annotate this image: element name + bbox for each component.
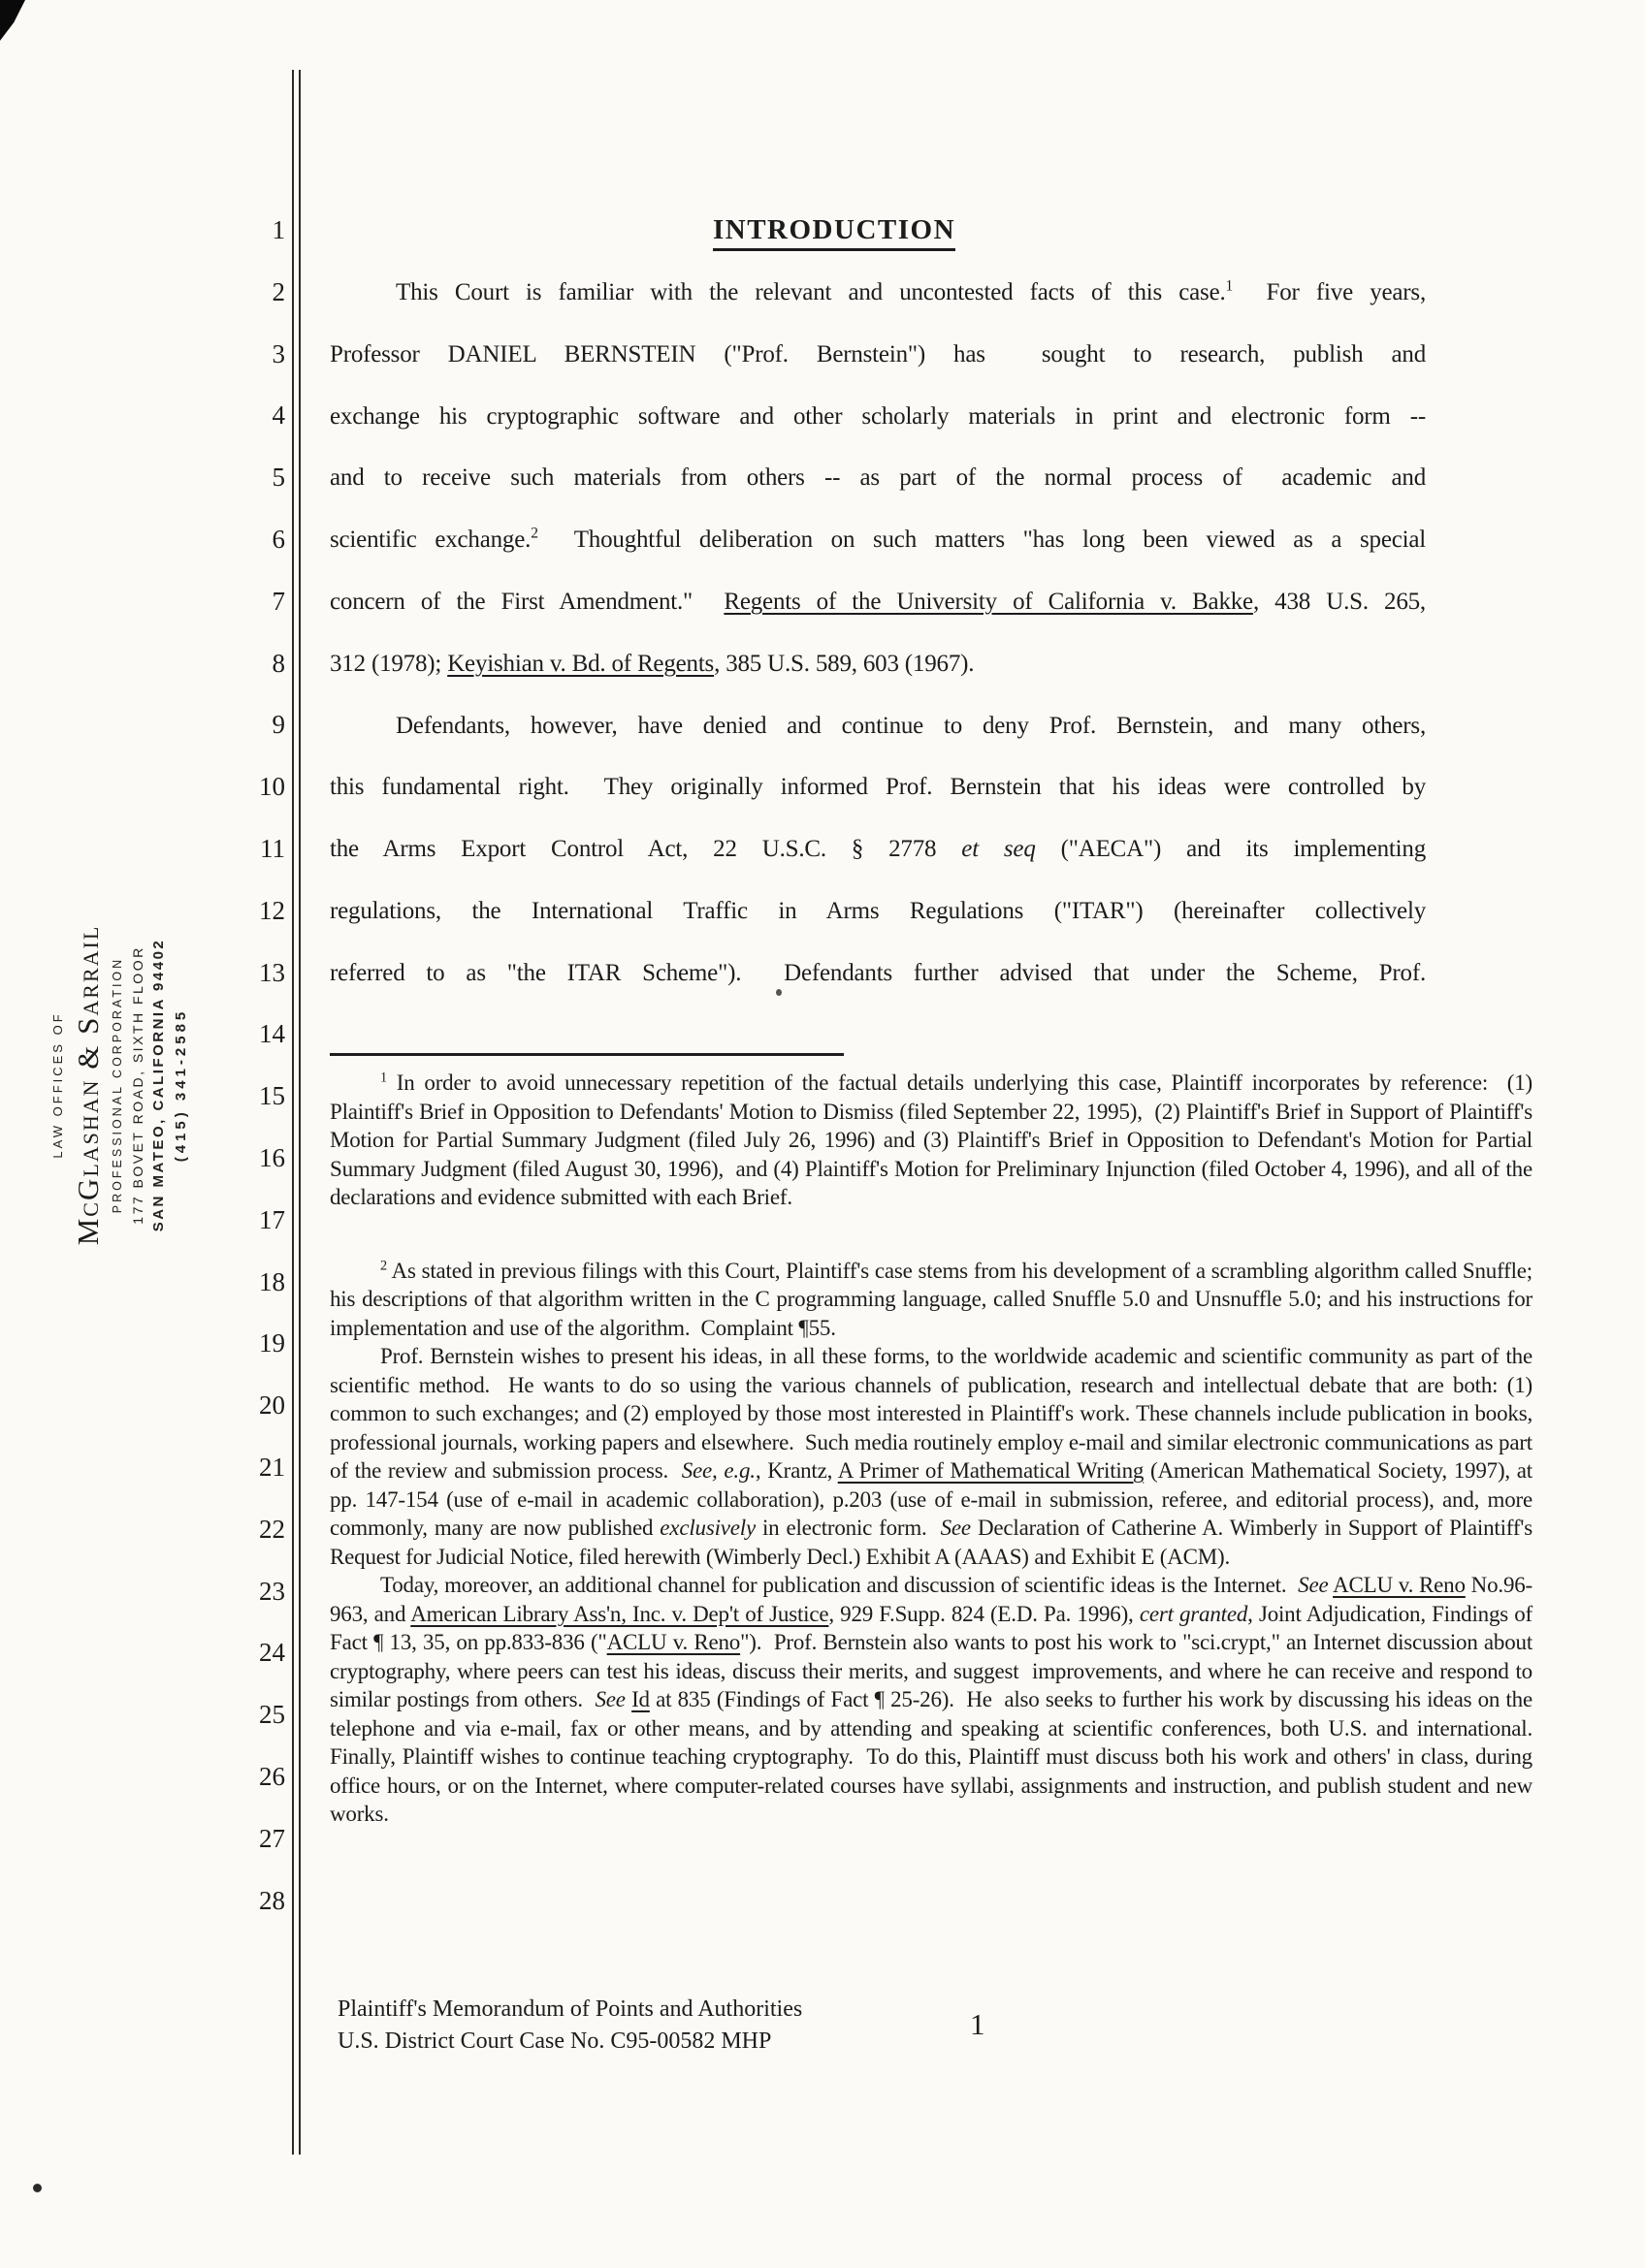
text-run: , 929 F.Supp. 824 (E.D. Pa. 1996), xyxy=(828,1601,1140,1626)
footnote-marker: 2 xyxy=(531,525,538,542)
line-number: 9 xyxy=(272,710,285,740)
line-number: 17 xyxy=(259,1204,285,1234)
letterhead-street-address: 177 BOVET ROAD, SIXTH FLOOR xyxy=(130,945,145,1225)
margin-rule-left xyxy=(292,70,294,2155)
text-run: "). Prof. Bernstein also wants to post his work to "sci.crypt," an Internet discussion about cryptography, where peers can test his ideas, discuss their merits, and suggest improvements, and where he can receive and respond to similar postings from others. xyxy=(330,1630,1538,1711)
text-run: , Krantz, xyxy=(755,1458,838,1483)
footnote-marker: 1 xyxy=(380,1070,387,1086)
case-citation: A Primer of Mathematical Writing xyxy=(837,1458,1145,1483)
footnote-paragraph xyxy=(330,1257,1538,1343)
line-number: 11 xyxy=(260,833,285,863)
text-run: Thoughtful deliberation on such matters "has long been viewed as a special xyxy=(537,527,1426,554)
line-number: 27 xyxy=(259,1823,285,1853)
body-line xyxy=(330,386,1426,448)
text-run: this fundamental right. They originally informed Prof. Bernstein that his ideas were controlled by xyxy=(330,774,1426,801)
footnote xyxy=(330,1257,1544,1829)
line-number: 23 xyxy=(259,1576,285,1606)
footnote-separator xyxy=(330,1053,844,1056)
text-run: concern of the First Amendment." xyxy=(330,588,725,615)
footnote-marker: 2 xyxy=(380,1257,387,1273)
footnote-paragraph xyxy=(330,1571,1544,1829)
line-number: 4 xyxy=(272,400,285,431)
body-line xyxy=(330,942,1426,1005)
text-run: (American Mathematical Society, 1997), at pp. 147-154 (use of e-mail in academic collaboration), p.203 (use of e-mail in submission, referee, and editorial process), and, more commonly, many are now published xyxy=(330,1458,1538,1540)
body-line xyxy=(330,818,1426,880)
line-number: 24 xyxy=(259,1638,285,1668)
body-line xyxy=(330,571,1426,633)
text-run: referred to as "the ITAR Scheme"). Defendants further advised that under the Scheme, Prof. xyxy=(330,959,1426,986)
line-number: 12 xyxy=(259,895,285,925)
letterhead-firm-name: McGlashan & Sarrail xyxy=(71,924,105,1246)
text-run: et seq xyxy=(961,836,1036,863)
section-heading: INTRODUCTION xyxy=(713,214,955,251)
body-line xyxy=(330,880,1426,942)
footnote-paragraph xyxy=(330,1342,1538,1571)
text-run: No.96-963, and xyxy=(330,1573,1533,1626)
line-number: 7 xyxy=(272,586,285,616)
law-office-letterhead xyxy=(50,861,198,1309)
line-number: 5 xyxy=(272,463,285,493)
case-citation: American Library Ass'n, Inc. v. Dep't of Justice xyxy=(410,1601,829,1626)
line-number: 8 xyxy=(272,648,285,678)
letterhead-professional-corporation: PROFESSIONAL CORPORATION xyxy=(111,956,124,1214)
line-number: 10 xyxy=(259,772,285,802)
line-number: 19 xyxy=(259,1328,285,1358)
text-run: See xyxy=(940,1516,971,1540)
scan-artifact-corner-mark xyxy=(0,0,25,41)
case-citation: Regents of the University of California v. Bakke xyxy=(724,588,1253,615)
case-citation: ACLU v. Reno xyxy=(1333,1573,1466,1597)
letterhead-city-state-zip: SAN MATEO, CALIFORNIA 94402 xyxy=(150,938,167,1232)
text-run: the Arms Export Control Act, 22 U.S.C. § 2778 xyxy=(330,836,962,863)
text-run: exchange his cryptographic software and other scholarly materials in print and electronic form -- xyxy=(330,402,1426,430)
page-number: 1 xyxy=(970,2007,985,2041)
footer-case-number: U.S. District Court Case No. C95-00582 MHP xyxy=(338,2028,772,2054)
letterhead-law-offices-of: LAW OFFICES OF xyxy=(50,1011,65,1159)
case-citation: Keyishian v. Bd. of Regents xyxy=(447,650,715,677)
body-line xyxy=(330,447,1426,509)
line-number: 15 xyxy=(259,1081,285,1111)
line-number: 21 xyxy=(259,1452,285,1482)
text-run: exclusively xyxy=(660,1516,756,1540)
text-run: Defendants, however, have denied and continue to deny Prof. Bernstein, and many others, xyxy=(396,712,1426,739)
line-number: 1 xyxy=(272,215,285,244)
text-run: in electronic form. xyxy=(755,1516,941,1540)
line-number: 18 xyxy=(259,1266,285,1296)
case-citation: ACLU v. Reno xyxy=(606,1630,741,1654)
section-heading-row xyxy=(330,200,1426,262)
margin-rule-right xyxy=(299,70,301,2155)
body-line xyxy=(330,695,1426,757)
text-run: See, e.g. xyxy=(681,1458,756,1483)
line-number: 25 xyxy=(259,1700,285,1730)
line-number: 3 xyxy=(272,338,285,368)
body-line xyxy=(330,756,1426,818)
text-run: , Joint Adjudication, Findings of Fact ¶ 13, 35, on pp.833-836 (" xyxy=(330,1601,1538,1654)
line-number: 26 xyxy=(259,1761,285,1791)
text-run: Today, moreover, an additional channel for publication and discussion of scientific ideas is the Internet. xyxy=(380,1573,1299,1597)
text-run: Professor DANIEL BERNSTEIN ("Prof. Bernstein") has sought to research, publish and xyxy=(330,340,1426,367)
text-run: For five years, xyxy=(1233,279,1426,305)
text-run: Declaration of Catherine A. Wimberly in Support of Plaintiff's Request for Judicial Notice, filed herewith (Wimberly Decl.) Exhibit A (AAAS) and Exhibit E (ACM). xyxy=(330,1516,1538,1569)
line-number: 14 xyxy=(259,1019,285,1049)
line-number: 13 xyxy=(259,957,285,987)
text-run: scientific exchange. xyxy=(330,527,532,554)
body-line xyxy=(330,262,1426,324)
text-run: Prof. Bernstein wishes to present his ideas, in all these forms, to the worldwide academic and scientific community as part of the scientific method. He wants to do so using the various channels of publication, research and intellectual debate that are both: (1) common to such exchanges; and (2) employed by those most interested in Plaintiff's work. These channels include publication in books, professional journals, working papers and elsewhere. Such media routinely employ e-mail and similar electronic communications as part of the review and submission process. xyxy=(330,1344,1538,1483)
body-line xyxy=(330,633,1426,695)
footnote-marker: 1 xyxy=(1225,277,1234,295)
scan-artifact-dot xyxy=(33,2184,42,2192)
line-number: 28 xyxy=(259,1885,285,1915)
footnote-paragraph xyxy=(330,1069,1538,1212)
footer-document-title: Plaintiff's Memorandum of Points and Authorities xyxy=(338,1996,803,2022)
text-run: ("AECA") and its implementing xyxy=(1035,836,1427,863)
letterhead-phone-number: (415) 341-2585 xyxy=(173,1007,189,1163)
body-lines xyxy=(330,262,1426,1005)
text-run: and to receive such materials from others -- as part of the normal process of academic and xyxy=(330,464,1426,492)
case-citation: Id xyxy=(631,1687,650,1711)
footnotes xyxy=(330,1069,1544,1829)
text-run: 312 (1978); xyxy=(330,650,448,677)
line-number: 6 xyxy=(272,524,285,554)
text-run: , 438 U.S. 265, xyxy=(1252,588,1426,615)
letterhead-rotated-block xyxy=(50,861,198,1309)
text-run: This Court is familiar with the relevant and uncontested facts of this case. xyxy=(396,279,1226,305)
line-number: 20 xyxy=(259,1390,285,1421)
line-number: 16 xyxy=(259,1142,285,1172)
page-footer xyxy=(338,1994,802,2058)
text-run: In order to avoid unnecessary repetition of the factual details underlying this case, Plaintiff incorporates by reference: (1) Plaintiff's Brief in Opposition to Defendants' Motion to Dismiss (filed September 22, 1995), (2) Plaintiff's Brief in Support of Plaintiff's Motion for Partial Summary Judgment (filed July 26, 1996) and (3) Plaintiff's Brief in Opposition to Defendant's Motion for Partial Summary Judgment (filed August 30, 1996), and (4) Plaintiff's Motion for Preliminary Injunction (filed October 4, 1996), and all of the declarations and evidence submitted with each Brief. xyxy=(330,1070,1538,1209)
text-run: See xyxy=(1298,1573,1329,1597)
line-number: 22 xyxy=(259,1514,285,1544)
line-number: 2 xyxy=(272,276,285,306)
body-line xyxy=(330,324,1426,386)
text-run: regulations, the International Traffic in Arms Regulations ("ITAR") (hereinafter collectively xyxy=(330,897,1426,924)
text-run: at 835 (Findings of Fact ¶ 25-26). He also seeks to further his work by discussing his ideas on the telephone and via e-mail, fax or other means, and by attending and speaking at scientific conferences, both U.S. and international. Finally, Plaintiff wishes to continue teaching cryptography. To do this, Plaintiff must discuss both his work and others' in class, during office hours, or on the Internet, where computer-related courses have syllabi, assignments and instruction, and publish student and new works. xyxy=(330,1687,1544,1826)
text-run: As stated in previous filings with this Court, Plaintiff's case stems from his development of a scrambling algorithm called Snuffle; his descriptions of that algorithm written in the C programming language, called Snuffle 5.0 and Unsnuffle 5.0; and his instructions for implementation and use of the algorithm. Complaint ¶55. xyxy=(330,1258,1538,1340)
text-run: , 385 U.S. 589, 603 (1967). xyxy=(714,650,975,677)
footnote xyxy=(330,1069,1538,1212)
text-run: cert granted xyxy=(1139,1601,1248,1626)
body-line xyxy=(330,509,1426,571)
text-run: See xyxy=(595,1687,626,1711)
line-numbers xyxy=(241,200,285,1932)
